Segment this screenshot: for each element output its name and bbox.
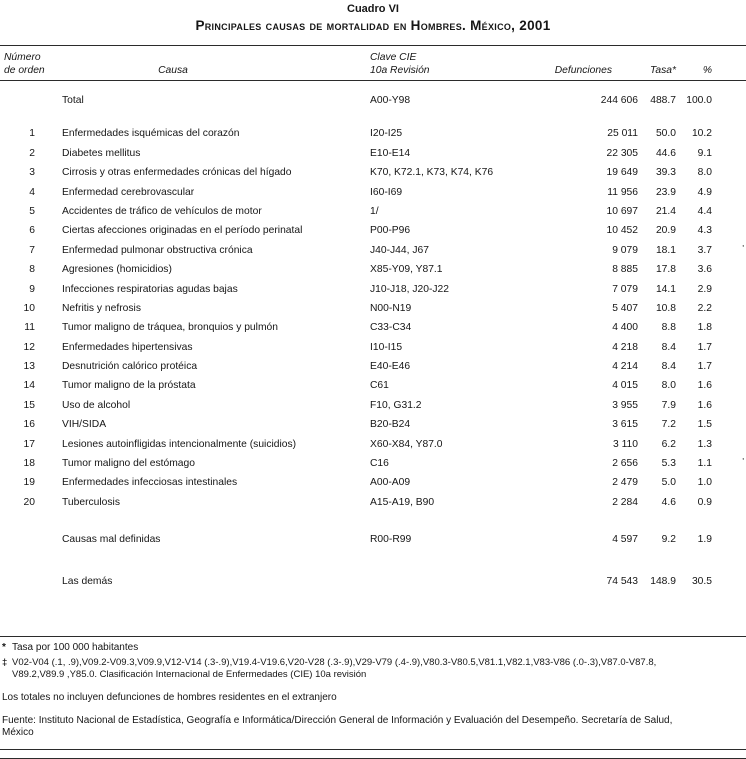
footnote-tasa (2, 642, 746, 654)
table-row (0, 415, 746, 434)
cell-percent: 9.1 (697, 147, 712, 159)
table-row (0, 144, 746, 163)
cell-causa: Enfermedad pulmonar obstructiva crónica (62, 244, 253, 256)
cell-defunciones: 74 543 (606, 575, 638, 587)
table-row (0, 299, 746, 318)
cell-percent: 1.0 (697, 477, 712, 489)
cell-tasa: 17.8 (655, 264, 676, 276)
cell-defunciones: 244 606 (600, 95, 638, 106)
cell-causa: Ciertas afecciones originadas en el período perinatal (62, 225, 303, 237)
cell-defunciones: 4 218 (612, 341, 638, 353)
cell-orden: 3 (29, 167, 35, 179)
cell-percent: 8.0 (697, 167, 712, 179)
cell-defunciones: 10 452 (606, 225, 638, 237)
table-row (0, 376, 746, 395)
cell-defunciones: 10 697 (606, 205, 638, 217)
cell-tasa: 8.4 (661, 361, 676, 373)
table-row (0, 435, 746, 454)
table-row (0, 493, 746, 512)
cell-orden (0, 91, 56, 110)
cell-footnote-mark (712, 376, 746, 395)
cell-causa: Tumor maligno de tráquea, bronquios y pulmón (62, 322, 278, 334)
cell-causa: VIH/SIDA (62, 419, 107, 431)
cell-orden: 11 (24, 322, 35, 334)
cell-causa: Enfermedades isquémicas del corazón (62, 128, 240, 140)
cell-tasa: 14.1 (655, 283, 676, 295)
cell-orden: 17 (23, 438, 35, 450)
column-header-tasa (638, 50, 676, 77)
cell-defunciones: 7 079 (612, 283, 638, 295)
cell-orden: 13 (23, 361, 35, 373)
source-note-line: México (2, 726, 34, 738)
cell-clave: J10-J18, J20-J22 (370, 283, 449, 295)
cell-causa: Enfermedad cerebrovascular (62, 186, 195, 198)
cell-tasa: 23.9 (655, 186, 676, 198)
cell-footnote-mark (712, 202, 746, 221)
cell-percent: 2.9 (697, 283, 712, 295)
cell-percent: 1.6 (697, 399, 712, 411)
cell-causa: Diabetes mellitus (62, 147, 141, 159)
cell-causa: Causas mal definidas (62, 534, 161, 546)
cell-orden: 19 (23, 477, 35, 489)
cell-tasa: 8.8 (661, 322, 676, 334)
column-header-defunciones (550, 50, 638, 77)
cell-orden: 5 (29, 205, 35, 217)
cell-orden: 8 (29, 264, 35, 276)
cell-percent: 4.4 (697, 205, 712, 217)
cell-percent: 10.2 (691, 128, 712, 140)
cell-causa: Enfermedades hipertensivas (62, 341, 193, 353)
cell-tasa: 50.0 (655, 128, 676, 140)
table-row (0, 202, 746, 221)
table-row (0, 280, 746, 299)
column-header-line: Clave CIE (370, 52, 417, 63)
cell-footnote-mark: ' (742, 242, 744, 253)
cell-tasa: 21.4 (655, 205, 676, 217)
cell-orden: 4 (29, 186, 35, 198)
cell-causa: Tumor maligno de la próstata (62, 380, 196, 392)
cell-tasa: 5.3 (661, 458, 676, 470)
cell-causa: Accidentes de tráfico de vehículos de motor (62, 205, 262, 217)
cell-causa: Tuberculosis (62, 496, 120, 508)
cell-clave: C61 (370, 380, 389, 392)
cell-footnote-mark (712, 493, 746, 512)
cell-defunciones: 19 649 (606, 167, 638, 179)
table-row-total (0, 91, 746, 110)
cell-causa: Nefritis y nefrosis (62, 302, 141, 314)
column-header-causa (56, 50, 370, 77)
cell-clave: J40-J44, J67 (370, 244, 429, 256)
cell-defunciones: 2 284 (612, 496, 638, 508)
cell-footnote-mark (712, 299, 746, 318)
cell-defunciones: 9 079 (612, 244, 638, 256)
column-header-line: % (702, 64, 712, 76)
cell-footnote-mark (712, 260, 746, 279)
cell-footnote-mark (712, 530, 746, 549)
cell-percent: 1.5 (697, 419, 712, 431)
table-row (0, 357, 746, 376)
cell-defunciones: 3 955 (612, 399, 638, 411)
cell-clave: X60-X84, Y87.0 (370, 438, 443, 450)
cell-percent: 3.7 (697, 244, 712, 256)
cell-footnote-mark (712, 415, 746, 434)
cell-orden: 14 (23, 380, 35, 392)
cell-footnote-mark (712, 357, 746, 376)
cell-causa: Uso de alcohol (62, 399, 131, 411)
cell-tasa: 39.3 (655, 167, 676, 179)
cell-defunciones: 4 214 (612, 361, 638, 373)
cell-defunciones: 3 615 (612, 419, 638, 431)
cell-percent: 0.9 (697, 496, 712, 508)
cell-causa: Desnutrición calórico protéica (62, 361, 198, 373)
cell-tasa: 6.2 (661, 438, 676, 450)
cell-footnote-mark (712, 396, 746, 415)
cell-percent: 4.9 (697, 186, 712, 198)
cell-defunciones: 5 407 (612, 302, 638, 314)
column-header-clave-cie (370, 50, 550, 77)
cell-causa: Total (62, 95, 84, 106)
column-header-percent (676, 50, 712, 77)
cell-clave: I10-I15 (370, 341, 403, 353)
cell-percent: 1.9 (697, 534, 712, 546)
cell-clave: K70, K72.1, K73, K74, K76 (370, 167, 494, 179)
cell-tasa: 4.6 (661, 496, 676, 508)
cell-orden (0, 572, 56, 591)
cell-footnote-mark (712, 280, 746, 299)
cell-tasa: 8.0 (661, 380, 676, 392)
cell-footnote-mark (712, 338, 746, 357)
cell-footnote-mark (712, 163, 746, 182)
footnote-cie-codes-text (12, 657, 656, 681)
cell-tasa: 10.8 (655, 302, 676, 314)
footnote-asterisk-marker: * (2, 641, 6, 653)
cell-percent: 4.3 (697, 225, 712, 237)
cell-clave: C33-C34 (370, 322, 412, 334)
cell-defunciones: 8 885 (612, 264, 638, 276)
table-row (0, 473, 746, 492)
cell-clave: I60-I69 (370, 186, 403, 198)
cell-tasa: 488.7 (650, 95, 676, 106)
table-row (0, 396, 746, 415)
cell-percent: 2.2 (697, 302, 712, 314)
cell-causa: Las demás (62, 575, 113, 587)
table-row (0, 163, 746, 182)
cell-tasa: 9.2 (661, 534, 676, 546)
cell-footnote-mark (712, 435, 746, 454)
cell-tasa: 5.0 (661, 477, 676, 489)
cell-orden: 12 (23, 341, 35, 353)
cell-clave (370, 572, 550, 591)
table-row (0, 221, 746, 240)
cell-tasa: 20.9 (655, 225, 676, 237)
cell-causa: Agresiones (homicidios) (62, 264, 172, 276)
cell-orden: 7 (29, 244, 35, 256)
cell-clave: A00-Y98 (370, 95, 411, 106)
cell-tasa: 44.6 (655, 147, 676, 159)
cell-clave: F10, G31.2 (370, 399, 422, 411)
cell-defunciones: 4 400 (612, 322, 638, 334)
cell-percent: 1.8 (697, 322, 712, 334)
cell-clave: 1/ (370, 205, 379, 217)
cell-clave: X85-Y09, Y87.1 (370, 264, 443, 276)
table-row (0, 454, 746, 473)
cell-footnote-mark (712, 124, 746, 143)
cell-orden (0, 530, 56, 549)
column-header-line: Número (4, 52, 41, 63)
divider-table-bottom (0, 636, 746, 637)
cell-defunciones: 2 479 (612, 477, 638, 489)
table-row (0, 241, 746, 260)
cell-footnote-mark (712, 91, 746, 110)
source-note-line: Fuente: Instituto Nacional de Estadística, Geografía e Informática/Dirección General de Información y Evaluación del Desempeño. Secretaría de Salud, (2, 714, 673, 726)
cell-footnote-mark (712, 473, 746, 492)
table-number-title: Cuadro VI (347, 3, 399, 15)
footnote-dagger-marker: ‡ (2, 656, 8, 668)
cell-tasa: 148.9 (650, 575, 676, 587)
column-header-line: 10a Revisión (370, 64, 430, 76)
cell-clave: C16 (370, 458, 389, 470)
cell-orden: 1 (29, 128, 35, 140)
cell-orden: 15 (23, 399, 35, 411)
table-row-las-demas (0, 572, 746, 591)
cell-footnote-mark (712, 572, 746, 591)
cell-footnote-mark (712, 221, 746, 240)
footnote-tasa-text: Tasa por 100 000 habitantes (12, 641, 139, 653)
table-row-causas-mal-definidas (0, 530, 746, 549)
cell-clave: B20-B24 (370, 419, 411, 431)
cell-footnote-mark: ' (742, 456, 744, 467)
divider-header (0, 80, 746, 81)
cell-orden: 16 (23, 419, 35, 431)
cell-clave: I20-I25 (370, 128, 403, 140)
cell-clave: A00-A09 (370, 477, 411, 489)
cell-tasa: 18.1 (655, 244, 676, 256)
cell-clave: R00-R99 (370, 534, 412, 546)
cell-defunciones: 4 597 (612, 534, 638, 546)
cell-orden: 9 (29, 283, 35, 295)
cell-causa: Infecciones respiratorias agudas bajas (62, 283, 238, 295)
cell-clave: E10-E14 (370, 147, 411, 159)
column-header-line: Tasa* (650, 64, 676, 76)
cell-orden: 18 (23, 458, 35, 470)
table-row (0, 338, 746, 357)
cell-defunciones: 3 110 (612, 438, 638, 450)
cell-defunciones: 11 956 (607, 186, 638, 198)
table-body (0, 124, 746, 512)
cell-causa: Lesiones autoinfligidas intencionalmente (suicidios) (62, 438, 297, 450)
cell-tasa: 7.2 (661, 419, 676, 431)
cell-footnote-mark (712, 318, 746, 337)
cell-clave: A15-A19, B90 (370, 496, 435, 508)
cell-clave: E40-E46 (370, 361, 411, 373)
cell-clave: P00-P96 (370, 225, 411, 237)
table-row (0, 318, 746, 337)
page-title: Principales causas de mortalidad en Hombres. México, 2001 (195, 18, 551, 33)
cell-defunciones: 2 656 (612, 458, 638, 470)
column-header-numero-de-orden (0, 50, 56, 77)
footnote-cie-line: V02-V04 (.1, .9),V09.2-V09.3,V09.9,V12-V14 (.3-.9),V19.4-V19.6,V20-V28 (.3-.9),V29-V79 (.4-.9),V80.3-V80.5,V81.1,V82.1,V83-V86 (.0-.3),V87.0-V87.8, (12, 656, 657, 668)
cell-percent: 1.6 (697, 380, 712, 392)
footnote-cie-line: V89.2,V89.9 ,Y85.0. Clasificación Internacional de Enfermedades (CIE) 10a revisión (12, 668, 367, 680)
cell-footnote-mark (712, 183, 746, 202)
cell-percent: 1.3 (697, 438, 712, 450)
cell-percent: 1.7 (697, 341, 712, 353)
table-row (0, 124, 746, 143)
cell-defunciones: 25 011 (607, 128, 638, 140)
cell-defunciones: 4 015 (612, 380, 638, 392)
cell-causa: Enfermedades infecciosas intestinales (62, 477, 238, 489)
table-header-row (0, 46, 746, 80)
column-header-line: de orden (4, 64, 45, 76)
cell-percent: 30.5 (691, 575, 712, 587)
column-header-line: Causa (158, 64, 188, 76)
cell-clave: N00-N19 (370, 302, 412, 314)
cell-orden: 20 (23, 496, 35, 508)
cell-percent: 1.7 (697, 361, 712, 373)
cell-tasa: 8.4 (661, 341, 676, 353)
divider-bottom-1 (0, 749, 746, 750)
cell-causa: Tumor maligno del estómago (62, 458, 195, 470)
footnote-cie-codes (2, 657, 746, 681)
footnotes (0, 642, 746, 739)
table-row (0, 183, 746, 202)
source-note (2, 715, 746, 739)
cell-percent: 100.0 (686, 95, 712, 106)
cell-defunciones: 22 305 (606, 147, 638, 159)
cell-footnote-mark (712, 144, 746, 163)
cell-orden: 10 (23, 302, 35, 314)
cell-orden: 2 (29, 147, 35, 159)
footnote-totales: Los totales no incluyen defunciones de hombres residentes en el extranjero (2, 691, 337, 703)
table-row (0, 260, 746, 279)
cell-tasa: 7.9 (661, 399, 676, 411)
cell-percent: 1.1 (697, 458, 712, 470)
cell-orden: 6 (29, 225, 35, 237)
cell-causa: Cirrosis y otras enfermedades crónicas del hígado (62, 167, 292, 179)
cell-percent: 3.6 (697, 264, 712, 276)
column-header-line: Defunciones (554, 64, 612, 76)
